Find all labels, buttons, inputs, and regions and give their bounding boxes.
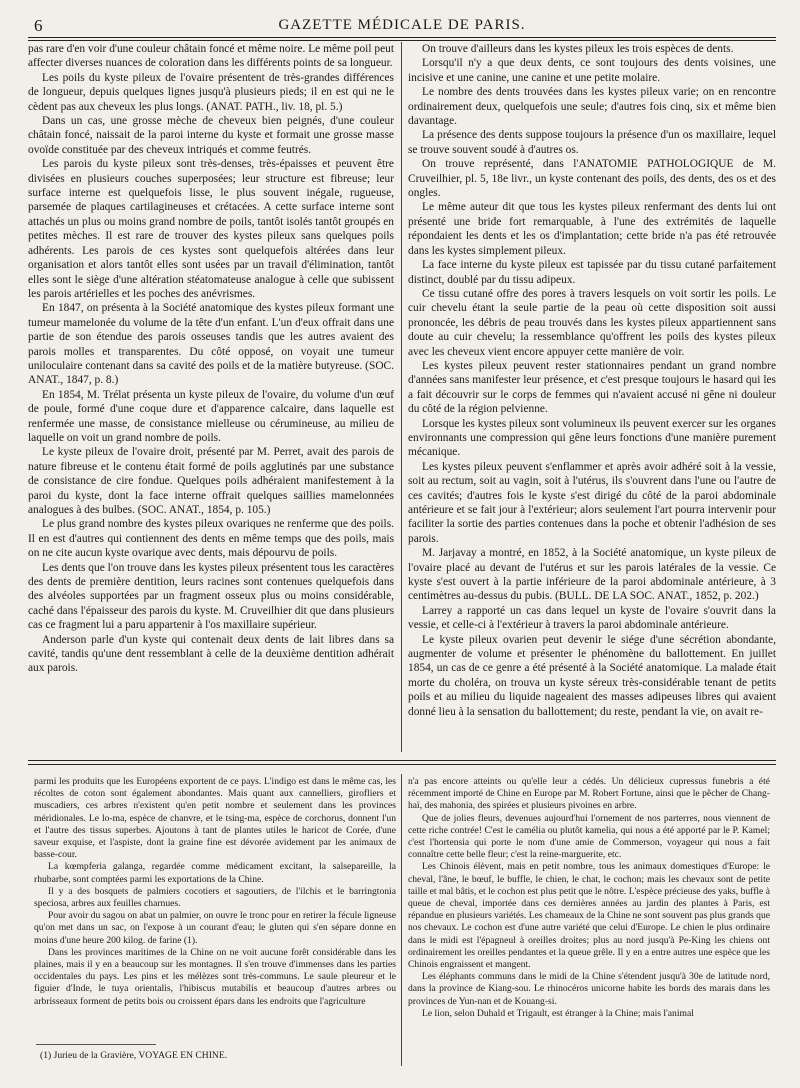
lower-right-column — [408, 776, 770, 1076]
paragraph: Dans un cas, une grosse mèche de cheveux bien peignés, d'une couleur châtain foncé, naissait de la paroi interne du kyste et formait une grosse masse ovoïde constituée par des cheveux intriqués et comme feutrés. — [28, 115, 394, 156]
paragraph: Les dents que l'on trouve dans les kystes pileux présentent tous les caractères des dents de première dentition, leurs racines sont contenues quelquefois dans des alvéoles supportées par un fragment osseux plus ou moins considérable, caché dans l'épaisseur des parois du kyste. M. Cruveilhier dit que dans plusieurs cas ce fragment lui a paru appartenir à l'os maxillaire supérieur. — [28, 561, 394, 632]
footnote: (1) Jurieu de la Gravière, VOYAGE EN CHINE. — [40, 1050, 228, 1061]
paragraph: Le lion, selon Duhald et Trigault, est étranger à la Chine; mais l'animal — [422, 1007, 694, 1019]
header-rule — [28, 37, 776, 38]
paragraph: La présence des dents suppose toujours la présence d'un os maxillaire, lequel se trouve souvent soudé à d'autres os. — [408, 129, 776, 156]
journal-title: GAZETTE MÉDICALE DE PARIS. — [278, 17, 526, 33]
upper-right-column — [408, 42, 776, 752]
paragraph: Le kyste pileux ovarien peut devenir le siége d'une sécrétion abondante, augmenter de volume et présenter le phénomène du ballottement. En juillet 1854, un cas de ce genre a été présenté à la Société anatomique. La malade était morte du choléra, on trouva un kyste séreux très-considérable tenant de petits poils et au milieu du liquide nageaient des masses adipeuses libres qui avaient donné lieu à la sensation du ballottement; du reste, pendant la vie, on avait re- — [408, 633, 776, 718]
section-rule-double — [28, 764, 776, 765]
paragraph: Lorsqu'il n'y a que deux dents, ce sont toujours des dents voisines, une incisive et une canine, une canine et une petite molaire. — [408, 57, 776, 84]
column-divider — [401, 42, 402, 752]
paragraph: Il y a des bosquets de palmiers cocotiers et sagoutiers, de l'ilchis et le barringtonia speciosa, arbres aux feuilles charnues. — [34, 885, 396, 910]
paragraph: Les Chinois élèvent, mais en petit nombre, tous les animaux domestiques d'Europe: le cheval, l'âne, le bœuf, le buffle, le chien, le chat, le cochon; mais les chevaux sont de petite taille et mal bâtis, et le cochon est plus petit que le nôtre. L'espèce précieuse des yaks, buffle à queue de cheval, importée dans ces dernières années au jardin des plantes à Paris, est répandue en plusieurs variétés. Les chameaux de la Chine ne sont souvent pas plus grands que nos chevaux. Le cochon est d'une autre variété que celui d'Europe. Le chien le plus ordinaire dans le midi est l'épagneul à oreilles droites; plus au nord jusqu'à Pe-King les chiens ont ordinairement les oreilles pendantes et la queue grêle. Il y en a entre autres une espèce que les Chinois engraissent et mangent. — [408, 861, 770, 971]
paragraph: Larrey a rapporté un cas dans lequel un kyste de l'ovaire s'ouvrit dans la vessie, et celle-ci à l'extérieur à travers la paroi abdominale antérieure. — [408, 604, 776, 632]
paragraph: pas rare d'en voir d'une couleur châtain foncé et même noire. Le même poil peut affecter diverses nuances de coloration dans les différents points de sa longueur. — [28, 43, 394, 70]
paragraph: Les kystes pileux peuvent s'enflammer et après avoir adhéré soit à la vessie, soit au rectum, soit au vagin, soit à l'utérus, ils s'ouvrent dans l'une ou l'autre de ces cavités; d'autres fois le kyste s'est dirigé du côté de la paroi abdominale antérieure et se fait jour à l'extérieur; alors seulement l'art pourra intervenir pour faciliter la sortie des parties contenues dans la poche et obtenir l'adhésion de ses parois. — [408, 460, 776, 545]
paragraph: Le plus grand nombre des kystes pileux ovariques ne renferme que des poils. Il en est d'autres qui contiennent des dents en même temps que des poils, mais on ne cite aucun kyste ovarique avec dents, mais dépourvu de poils. — [28, 518, 394, 560]
paragraph: On trouve représenté, dans l'ANATOMIE PATHOLOGIQUE de M. Cruveilhier, pl. 5, 18e livr., un kyste contenant des poils, des dents, des os et des ongles. — [408, 158, 776, 200]
paragraph: Lorsque les kystes pileux sont volumineux ils peuvent exercer sur les organes environnants une compression qui gêne leurs fonctions d'une manière purement mécanique. — [408, 417, 776, 459]
lower-left-column — [34, 776, 396, 1042]
paragraph: Pour avoir du sagou on abat un palmier, on ouvre le tronc pour en retirer la fécule ligneuse qu'on met dans un sac, on l'expose à un courant d'eau; le gluten qui s'en sépare donne en moins d'une heure 200 kilog. de farine (1). — [34, 910, 396, 946]
header-rule-double — [28, 40, 776, 41]
paragraph: En 1847, on présenta à la Société anatomique des kystes pileux formant une tumeur mamelonée du volume de la tête d'un enfant. L'un d'eux offrait dans une partie de son étendue des parois osseuses tandis que les autres avaient des parois molles et transparentes. Du côté opposé, on voyait une tumeur uniloculaire contenant dans sa cavité des poils et de la matière butyreuse. (SOC. ANAT., 1847, p. 8.) — [28, 302, 394, 387]
column-divider — [401, 774, 402, 1066]
paragraph: Anderson parle d'un kyste qui contenait deux dents de lait libres dans sa cavité, tandis qu'une dent ressemblant à celle de la deuxième dentition adhérait aux parois. — [28, 633, 394, 675]
paragraph: Le kyste pileux de l'ovaire droit, présenté par M. Perret, avait des parois de nature fibreuse et le contenu était formé de poils agglutinés par une substance de consistance de cire fondue. Quelques poils adhéraient manifestement à la paroi du kyste, dont la face interne offrait quelques saillies mamelonnées analogues à des bulbes. (SOC. ANAT., 1854, p. 105.) — [28, 446, 394, 516]
paragraph: Ce tissu cutané offre des pores à travers lesquels on voit sortir les poils. Le cuir chevelu étant la seule partie de la peau où cette disposition soit aussi prononcée, les débris de peau trouvés dans les kystes pileux appartiennent sans doute au cuir chevelu; la ressemblance qu'offrent les poils des kystes pileux avec les cheveux vient encore appuyer cette manière de voir. — [408, 287, 776, 358]
paragraph: On trouve d'ailleurs dans les kystes pileux les trois espèces de dents. — [422, 43, 734, 55]
paragraph: La face interne du kyste pileux est tapissée par du tissu cutané parfaitement distinct, doublé par du tissu adipeux. — [408, 259, 776, 286]
paragraph: M. Jarjavay a montré, en 1852, à la Société anatomique, un kyste pileux de l'ovaire placé au devant de l'utérus et sur les parois latérales de la vessie. Ce kyste s'est ouvert à la partie inférieure de la paroi abdominale antérieure, à 3 centimètres au-dessus du pubis. (BULL. DE LA SOC. ANAT., 1852, p. 202.) — [408, 547, 776, 603]
paragraph: Le même auteur dit que tous les kystes pileux renfermant des dents lui ont présenté une bride fort remarquable, à l'une des extrémités de laquelle répondaient les dents et les os d'implantation; cette bride n'a pas été retrouvée dans les kystes simplement pileux. — [408, 201, 776, 257]
paragraph: Les poils du kyste pileux de l'ovaire présentent de très-grandes différences de longueur, depuis quelques lignes jusqu'à plusieurs pieds; il en est qui ne le cèdent pas aux cheveux les plus longs. (ANAT. PATH., liv. 18, pl. 5.) — [28, 71, 394, 113]
paragraph: Les kystes pileux peuvent rester stationnaires pendant un grand nombre d'années sans manifester leur présence, et c'est presque toujours le hasard qui les a fait découvrir sur le corps de femmes qui n'avaient accusé ni gêne ni douleur du côté de la région pelvienne. — [408, 359, 776, 416]
paragraph: Les parois du kyste pileux sont très-denses, très-épaisses et peuvent être divisées en plusieurs couches superposées; leur structure est fibreuse; leur surface interne est quelquefois lisse, le plus souvent inégale, rugueuse, parsemée de plaques cartilagineuses et crétacées. A cette surface interne sont attachés un plus ou moins grand nombre de poils, tantôt isolés tantôt groupés en petites mèches. Il est rare de trouver des kystes pileux sans quelques poils adhérents. Les parois de ces kystes sont quelquefois altérées dans leur organisation et alors tantôt elles sont usées par un travail d'élimination, tantôt elles sont le siège d'une altération stéatomateuse analogue à celle que subissent les parois artérielles et les poches des anévrismes. — [28, 158, 394, 300]
paragraph: Dans les provinces maritimes de la Chine on ne voit aucune forêt considérable dans les plaines, mais il y en a beaucoup sur les montagnes. Il s'en trouve d'immenses dans les parties occidentales du pays. Les pins et les mélèzes sont très-communs. Le saule pleureur et le figuier d'Inde, le tuya orientalis, l'hibiscus mutabilis et beaucoup d'autres arbres ou arbrisseaux forment de petits bois ou croissent épars dans les endroits que l'agriculture — [34, 946, 396, 1007]
paragraph: En 1854, M. Trélat présenta un kyste pileux de l'ovaire, du volume d'un œuf de poule, formé d'une coque dure et d'apparence calcaire, dans laquelle est renfermée une masse, de consistance mielleuse ou cérumineuse, au milieu de laquelle on voit un grand nombre de poils. — [28, 388, 394, 444]
page-number: 6 — [34, 16, 43, 35]
paragraph: parmi les produits que les Européens exportent de ce pays. L'indigo est dans le même cas, les récoltes de coton sont également abondantes. Mais quant aux cannelliers, girofliers et muscadiers, ces arbres n'existent qu'en petit nombre et seulement dans les provinces méridionales. Le lo-ma, espèce de chanvre, et le tsing-ma, espèce de corchorus, donnent l'un et l'autre des tissus superbes. Ajoutons à tant de plantes utiles le haricot de Corée, d'une saveur exquise, et l'aspiste, dont la graine fine est dévorée avidement par les animaux de basse-cour. — [34, 776, 396, 861]
paragraph: La kœmpferia galanga, regardée comme médicament excitant, la salsepareille, la rhubarbe, sont comptées parmi les exportations de la Chine. — [34, 861, 396, 885]
paragraph: Le nombre des dents trouvées dans les kystes pileux varie; on en rencontre ordinairement deux, quelquefois une seule; d'autres fois cinq, six et même bien davantage. — [408, 86, 776, 128]
paragraph: Que de jolies fleurs, devenues aujourd'hui l'ornement de nos parterres, nous viennent de cette riche contrée! C'est le camélia ou plutôt kamelia, qui nous a été apporté par le P. Kamel; c'est l'hortensia qui porte le nom d'une amie de Commerson, voyageur qui nous a fait connaître cette belle fleur; c'est la reine-marguerite, etc. — [408, 812, 770, 861]
section-rule — [28, 760, 776, 761]
paragraph: Les éléphants communs dans le midi de la Chine s'étendent jusqu'à 30e de latitude nord, dans la province de Kiang-sou. Le rhinocéros unicorne habite les bords des marais dans les provinces de Yun-nan et de Kouang-si. — [408, 971, 770, 1007]
upper-left-column — [28, 42, 394, 752]
paragraph: n'a pas encore atteints ou qu'elle leur a cédés. Un délicieux cupressus funebris a été récemment importé de Chine en Europe par M. Robert Fortune, ainsi que le pêcher de Chang-haï, des mahonia, des spirées et plusieurs pivoines en arbre. — [408, 776, 770, 812]
footnote-rule — [36, 1044, 156, 1045]
page-header — [28, 14, 776, 36]
